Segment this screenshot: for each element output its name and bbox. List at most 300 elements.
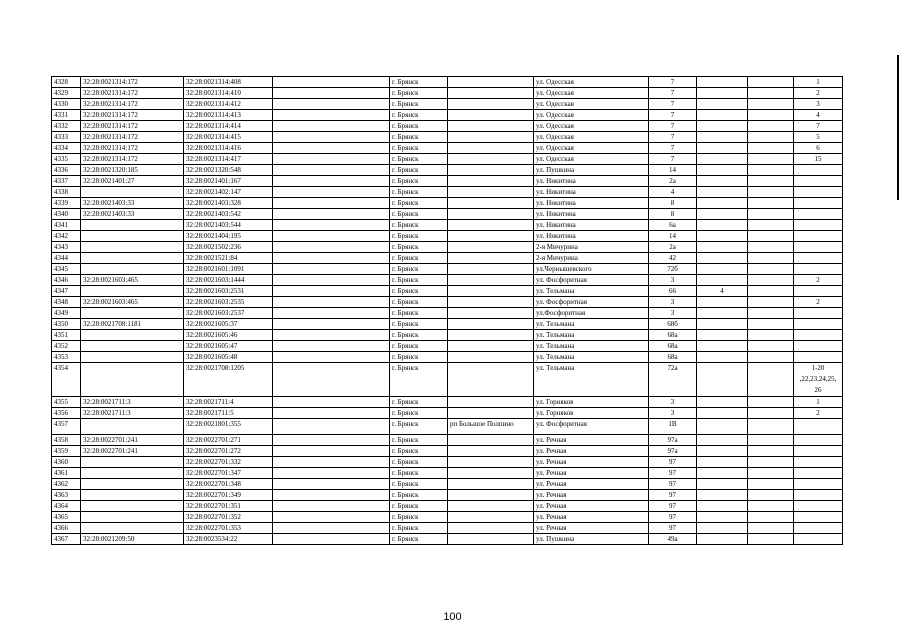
land-plot-cadastral-number: 32:28:0021314:172 <box>81 77 184 88</box>
apartment-cell <box>794 479 843 490</box>
land-plot-cadastral-number <box>81 242 184 253</box>
blank-column <box>273 286 390 297</box>
city-cell: г. Брянск <box>390 523 448 534</box>
register-table <box>51 76 843 545</box>
settlement-cell <box>448 121 534 132</box>
row-number: 4356 <box>52 408 81 419</box>
settlement-cell <box>448 99 534 110</box>
land-plot-cadastral-number: 32:28:0022701:241 <box>81 446 184 457</box>
table-row <box>52 77 843 88</box>
street-cell: ул. Фосфоритная <box>534 419 649 435</box>
object-cadastral-number: 32:28:0022701:353 <box>184 523 273 534</box>
land-plot-cadastral-number <box>81 490 184 501</box>
city-cell: г. Брянск <box>390 110 448 121</box>
apartment-cell <box>794 176 843 187</box>
settlement-cell <box>448 264 534 275</box>
settlement-cell <box>448 490 534 501</box>
city-cell: г. Брянск <box>390 88 448 99</box>
blank-column <box>273 198 390 209</box>
blank-column-2 <box>748 275 794 286</box>
blank-column <box>273 77 390 88</box>
land-plot-cadastral-number: 32:28:0021320:185 <box>81 165 184 176</box>
land-plot-cadastral-number <box>81 479 184 490</box>
street-cell: ул. Пушкина <box>534 534 649 545</box>
land-plot-cadastral-number <box>81 457 184 468</box>
object-cadastral-number: 32:28:0022701:348 <box>184 479 273 490</box>
row-number: 4362 <box>52 479 81 490</box>
apartment-cell <box>794 264 843 275</box>
blank-column-2 <box>748 534 794 545</box>
street-cell: ул. Пушкина <box>534 165 649 176</box>
table-row <box>52 187 843 198</box>
city-cell: г. Брянск <box>390 308 448 319</box>
street-cell: ул. Тельмана <box>534 363 649 397</box>
object-cadastral-number: 32:28:0021603:1444 <box>184 275 273 286</box>
city-cell: г. Брянск <box>390 468 448 479</box>
street-cell: ул.Чернышевского <box>534 264 649 275</box>
building-cell <box>697 457 748 468</box>
row-number: 4335 <box>52 154 81 165</box>
house-number-cell: 7 <box>649 99 697 110</box>
apartment-cell <box>794 253 843 264</box>
object-cadastral-number: 32:28:0021711:4 <box>184 397 273 408</box>
apartment-cell <box>794 523 843 534</box>
building-cell <box>697 275 748 286</box>
row-number: 4331 <box>52 110 81 121</box>
settlement-cell <box>448 187 534 198</box>
object-cadastral-number: 32:28:0021314:408 <box>184 77 273 88</box>
settlement-cell <box>448 110 534 121</box>
table-row <box>52 165 843 176</box>
register-body <box>52 77 843 545</box>
settlement-cell <box>448 132 534 143</box>
table-row <box>52 408 843 419</box>
table-row <box>52 275 843 286</box>
object-cadastral-number: 32:28:0021401:167 <box>184 176 273 187</box>
settlement-cell <box>448 286 534 297</box>
city-cell: г. Брянск <box>390 490 448 501</box>
row-number: 4367 <box>52 534 81 545</box>
row-number: 4366 <box>52 523 81 534</box>
land-plot-cadastral-number: 32:28:0021209:50 <box>81 534 184 545</box>
blank-column <box>273 512 390 523</box>
blank-column <box>273 253 390 264</box>
blank-column-2 <box>748 341 794 352</box>
table-row <box>52 308 843 319</box>
object-cadastral-number: 32:28:0021708:1205 <box>184 363 273 397</box>
blank-column-2 <box>748 176 794 187</box>
table-row <box>52 419 843 435</box>
row-number: 4358 <box>52 435 81 446</box>
land-plot-cadastral-number: 32:28:0021403:33 <box>81 198 184 209</box>
street-cell: ул. Тельмана <box>534 286 649 297</box>
blank-column-2 <box>748 110 794 121</box>
building-cell <box>697 132 748 143</box>
building-cell <box>697 512 748 523</box>
apartment-cell: 7 <box>794 121 843 132</box>
city-cell: г. Брянск <box>390 286 448 297</box>
settlement-cell <box>448 501 534 512</box>
blank-column-2 <box>748 231 794 242</box>
street-cell: ул. Речная <box>534 446 649 457</box>
street-cell: ул. Речная <box>534 479 649 490</box>
building-cell <box>697 99 748 110</box>
house-number-cell: 72а <box>649 363 697 397</box>
table-row <box>52 198 843 209</box>
building-cell <box>697 220 748 231</box>
blank-column-2 <box>748 319 794 330</box>
row-number: 4360 <box>52 457 81 468</box>
blank-column <box>273 435 390 446</box>
row-number: 4342 <box>52 231 81 242</box>
settlement-cell <box>448 363 534 397</box>
settlement-cell <box>448 143 534 154</box>
row-number: 4330 <box>52 99 81 110</box>
apartment-cell: 2 <box>794 275 843 286</box>
object-cadastral-number: 32:28:0022701:347 <box>184 468 273 479</box>
house-number-cell: 1В <box>649 419 697 435</box>
land-plot-cadastral-number <box>81 468 184 479</box>
land-plot-cadastral-number <box>81 352 184 363</box>
table-row <box>52 121 843 132</box>
table-row <box>52 264 843 275</box>
table-row <box>52 220 843 231</box>
blank-column <box>273 319 390 330</box>
blank-column <box>273 176 390 187</box>
object-cadastral-number: 32:28:0021605:47 <box>184 341 273 352</box>
row-number: 4363 <box>52 490 81 501</box>
table-row <box>52 501 843 512</box>
street-cell: ул.Фосфоритная <box>534 308 649 319</box>
house-number-cell: 97а <box>649 435 697 446</box>
blank-column-2 <box>748 198 794 209</box>
apartment-cell <box>794 501 843 512</box>
city-cell: г. Брянск <box>390 121 448 132</box>
street-cell: ул. Тельмана <box>534 330 649 341</box>
building-cell <box>697 408 748 419</box>
city-cell: г. Брянск <box>390 534 448 545</box>
building-cell <box>697 341 748 352</box>
building-cell <box>697 397 748 408</box>
blank-column <box>273 534 390 545</box>
table-row <box>52 523 843 534</box>
house-number-cell: 97 <box>649 479 697 490</box>
blank-column <box>273 143 390 154</box>
building-cell <box>697 198 748 209</box>
settlement-cell <box>448 154 534 165</box>
settlement-cell <box>448 176 534 187</box>
object-cadastral-number: 32:28:0022701:352 <box>184 512 273 523</box>
blank-column-2 <box>748 457 794 468</box>
building-cell <box>697 297 748 308</box>
row-number: 4328 <box>52 77 81 88</box>
land-plot-cadastral-number: 32:28:0021711:3 <box>81 408 184 419</box>
land-plot-cadastral-number: 32:28:0021711:3 <box>81 397 184 408</box>
object-cadastral-number: 32:28:0021314:410 <box>184 88 273 99</box>
house-number-cell: 68а <box>649 330 697 341</box>
blank-column-2 <box>748 77 794 88</box>
city-cell: г. Брянск <box>390 330 448 341</box>
table-row <box>52 435 843 446</box>
settlement-cell <box>448 319 534 330</box>
blank-column-2 <box>748 408 794 419</box>
city-cell: г. Брянск <box>390 132 448 143</box>
settlement-cell <box>448 275 534 286</box>
land-plot-cadastral-number: 32:28:0021314:172 <box>81 132 184 143</box>
settlement-cell <box>448 446 534 457</box>
blank-column <box>273 446 390 457</box>
building-cell <box>697 143 748 154</box>
blank-column <box>273 419 390 435</box>
street-cell: ул. Речная <box>534 457 649 468</box>
object-cadastral-number: 32:28:0021404:195 <box>184 231 273 242</box>
building-cell <box>697 121 748 132</box>
settlement-cell <box>448 479 534 490</box>
apartment-cell <box>794 419 843 435</box>
city-cell: г. Брянск <box>390 176 448 187</box>
row-number: 4341 <box>52 220 81 231</box>
apartment-cell: 2 <box>794 408 843 419</box>
apartment-cell: 1-20 ,22,23,24,25, 26 <box>794 363 843 397</box>
blank-column-2 <box>748 363 794 397</box>
apartment-cell <box>794 308 843 319</box>
blank-column <box>273 490 390 501</box>
blank-column <box>273 479 390 490</box>
land-plot-cadastral-number <box>81 512 184 523</box>
blank-column-2 <box>748 121 794 132</box>
settlement-cell <box>448 253 534 264</box>
street-cell: ул. Речная <box>534 468 649 479</box>
row-number: 4343 <box>52 242 81 253</box>
row-number: 4336 <box>52 165 81 176</box>
blank-column-2 <box>748 397 794 408</box>
house-number-cell: 3 <box>649 297 697 308</box>
object-cadastral-number: 32:28:0021320:548 <box>184 165 273 176</box>
building-cell <box>697 110 748 121</box>
apartment-cell <box>794 446 843 457</box>
land-plot-cadastral-number <box>81 253 184 264</box>
house-number-cell: 7 <box>649 143 697 154</box>
house-number-cell: 97 <box>649 468 697 479</box>
street-cell: ул. Фосфоритная <box>534 275 649 286</box>
blank-column-2 <box>748 468 794 479</box>
city-cell: г. Брянск <box>390 198 448 209</box>
blank-column <box>273 523 390 534</box>
city-cell: г. Брянск <box>390 363 448 397</box>
apartment-cell: 4 <box>794 110 843 121</box>
object-cadastral-number: 32:28:0021605:46 <box>184 330 273 341</box>
building-cell <box>697 154 748 165</box>
blank-column <box>273 330 390 341</box>
object-cadastral-number: 32:28:0021801:355 <box>184 419 273 435</box>
blank-column-2 <box>748 308 794 319</box>
blank-column <box>273 408 390 419</box>
street-cell: ул. Тельмана <box>534 319 649 330</box>
city-cell: г. Брянск <box>390 143 448 154</box>
land-plot-cadastral-number <box>81 523 184 534</box>
object-cadastral-number: 32:28:0022701:351 <box>184 501 273 512</box>
row-number: 4345 <box>52 264 81 275</box>
table-row <box>52 479 843 490</box>
table-row <box>52 534 843 545</box>
street-cell: ул. Одесская <box>534 154 649 165</box>
house-number-cell: 3 <box>649 275 697 286</box>
building-cell <box>697 209 748 220</box>
land-plot-cadastral-number: 32:28:0021314:172 <box>81 88 184 99</box>
row-number: 4359 <box>52 446 81 457</box>
blank-column-2 <box>748 187 794 198</box>
blank-column-2 <box>748 264 794 275</box>
building-cell <box>697 242 748 253</box>
house-number-cell: 66 <box>649 286 697 297</box>
land-plot-cadastral-number <box>81 286 184 297</box>
object-cadastral-number: 32:28:0021314:415 <box>184 132 273 143</box>
city-cell: г. Брянск <box>390 457 448 468</box>
apartment-cell <box>794 457 843 468</box>
house-number-cell: 3 <box>649 308 697 319</box>
apartment-cell <box>794 242 843 253</box>
blank-column-2 <box>748 297 794 308</box>
house-number-cell: 7 <box>649 154 697 165</box>
object-cadastral-number: 32:28:0022701:332 <box>184 457 273 468</box>
settlement-cell <box>448 534 534 545</box>
blank-column-2 <box>748 154 794 165</box>
city-cell: г. Брянск <box>390 512 448 523</box>
building-cell <box>697 479 748 490</box>
house-number-cell: 7 <box>649 121 697 132</box>
blank-column-2 <box>748 220 794 231</box>
blank-column <box>273 363 390 397</box>
city-cell: г. Брянск <box>390 220 448 231</box>
building-cell <box>697 187 748 198</box>
street-cell: ул. Одесская <box>534 132 649 143</box>
table-row <box>52 341 843 352</box>
row-number: 4365 <box>52 512 81 523</box>
city-cell: г. Брянск <box>390 187 448 198</box>
row-number: 4351 <box>52 330 81 341</box>
row-number: 4338 <box>52 187 81 198</box>
row-number: 4357 <box>52 419 81 435</box>
row-number: 4350 <box>52 319 81 330</box>
house-number-cell: 68а <box>649 352 697 363</box>
building-cell <box>697 352 748 363</box>
street-cell: ул. Тельмана <box>534 352 649 363</box>
apartment-cell: 1 <box>794 77 843 88</box>
city-cell: г. Брянск <box>390 165 448 176</box>
row-number: 4344 <box>52 253 81 264</box>
settlement-cell <box>448 352 534 363</box>
building-cell <box>697 468 748 479</box>
street-cell: ул. Одесская <box>534 88 649 99</box>
city-cell: г. Брянск <box>390 264 448 275</box>
land-plot-cadastral-number <box>81 187 184 198</box>
table-row <box>52 468 843 479</box>
apartment-cell <box>794 286 843 297</box>
city-cell: г. Брянск <box>390 397 448 408</box>
land-plot-cadastral-number <box>81 308 184 319</box>
house-number-cell: 42 <box>649 253 697 264</box>
blank-column <box>273 132 390 143</box>
apartment-cell <box>794 209 843 220</box>
apartment-cell: 6 <box>794 143 843 154</box>
table-row <box>52 286 843 297</box>
building-cell <box>697 534 748 545</box>
street-cell: ул. Одесская <box>534 110 649 121</box>
table-row <box>52 231 843 242</box>
object-cadastral-number: 32:28:0021314:413 <box>184 110 273 121</box>
building-cell <box>697 88 748 99</box>
object-cadastral-number: 32:28:0021314:417 <box>184 154 273 165</box>
table-row <box>52 352 843 363</box>
settlement-cell <box>448 242 534 253</box>
blank-column <box>273 165 390 176</box>
table-row <box>52 490 843 501</box>
house-number-cell: 7 <box>649 77 697 88</box>
blank-column-2 <box>748 490 794 501</box>
apartment-cell: 5 <box>794 132 843 143</box>
blank-column-2 <box>748 253 794 264</box>
land-plot-cadastral-number <box>81 341 184 352</box>
city-cell: г. Брянск <box>390 253 448 264</box>
apartment-cell: 2 <box>794 88 843 99</box>
house-number-cell: 68б <box>649 319 697 330</box>
house-number-cell: 97 <box>649 457 697 468</box>
settlement-cell <box>448 297 534 308</box>
table-row <box>52 457 843 468</box>
object-cadastral-number: 32:28:0021403:328 <box>184 198 273 209</box>
building-cell <box>697 319 748 330</box>
blank-column <box>273 341 390 352</box>
house-number-cell: 2а <box>649 176 697 187</box>
building-cell <box>697 435 748 446</box>
apartment-cell: 15 <box>794 154 843 165</box>
street-cell: ул. Никитина <box>534 220 649 231</box>
street-cell: ул. Тельмана <box>534 341 649 352</box>
building-cell <box>697 363 748 397</box>
apartment-cell <box>794 534 843 545</box>
blank-column-2 <box>748 132 794 143</box>
street-cell: ул. Никитина <box>534 231 649 242</box>
object-cadastral-number: 32:28:0021601:1091 <box>184 264 273 275</box>
blank-column-2 <box>748 523 794 534</box>
land-plot-cadastral-number: 32:28:0021314:172 <box>81 99 184 110</box>
land-plot-cadastral-number: 32:28:0021401:27 <box>81 176 184 187</box>
settlement-cell <box>448 435 534 446</box>
street-cell: ул. Фосфоритная <box>534 297 649 308</box>
apartment-cell <box>794 330 843 341</box>
blank-column <box>273 209 390 220</box>
row-number: 4347 <box>52 286 81 297</box>
blank-column <box>273 264 390 275</box>
city-cell: г. Брянск <box>390 209 448 220</box>
blank-column <box>273 187 390 198</box>
object-cadastral-number: 32:28:0022701:271 <box>184 435 273 446</box>
city-cell: г. Брянск <box>390 341 448 352</box>
row-number: 4355 <box>52 397 81 408</box>
house-number-cell: 97 <box>649 490 697 501</box>
blank-column-2 <box>748 501 794 512</box>
blank-column <box>273 242 390 253</box>
street-cell: ул. Никитина <box>534 187 649 198</box>
apartment-cell: 3 <box>794 99 843 110</box>
house-number-cell: 97а <box>649 446 697 457</box>
land-plot-cadastral-number: 32:28:0021314:172 <box>81 143 184 154</box>
building-cell <box>697 165 748 176</box>
apartment-cell: 1 <box>794 397 843 408</box>
settlement-cell <box>448 397 534 408</box>
street-cell: ул. Горняков <box>534 408 649 419</box>
settlement-cell <box>448 77 534 88</box>
